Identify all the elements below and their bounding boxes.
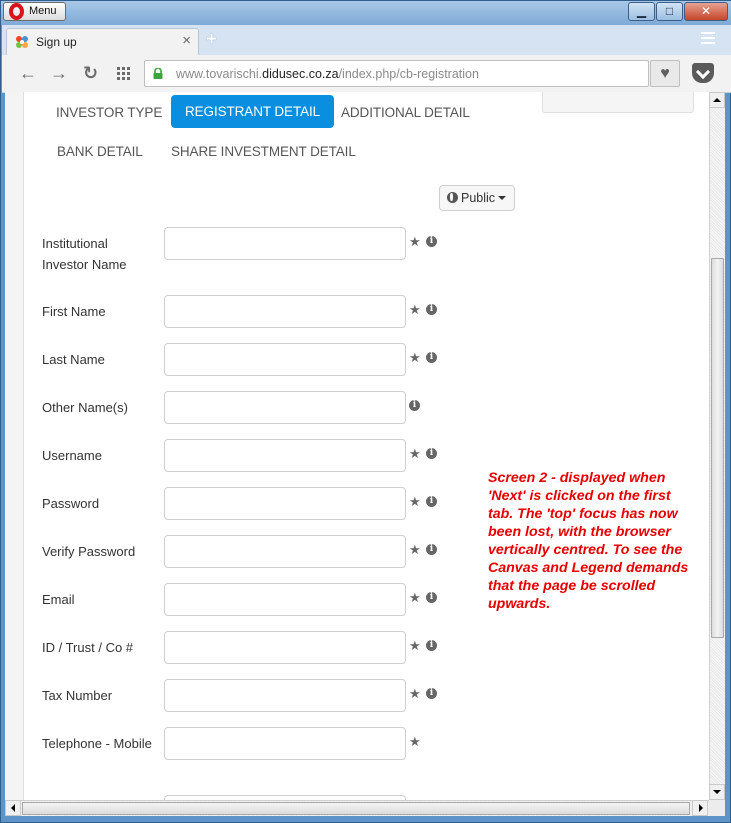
scroll-right-button[interactable]	[692, 800, 708, 816]
vertical-scrollbar[interactable]	[709, 92, 725, 800]
horizontal-scrollbar[interactable]	[5, 800, 709, 816]
opera-logo-icon	[9, 3, 24, 20]
required-star-icon: ★	[409, 734, 421, 749]
joomla-favicon-icon	[15, 35, 29, 49]
email-input[interactable]	[164, 583, 406, 616]
page-left-margin	[5, 92, 24, 800]
tab-registrant-detail[interactable]: REGISTRANT DETAIL	[171, 95, 334, 128]
menu-label: Menu	[29, 5, 57, 17]
info-icon[interactable]: i	[426, 304, 437, 315]
required-star-icon: ★	[409, 302, 421, 317]
required-star-icon: ★	[409, 590, 421, 605]
info-icon[interactable]: i	[426, 496, 437, 507]
back-button[interactable]: ←	[19, 63, 37, 83]
scroll-down-button[interactable]	[709, 784, 725, 800]
required-star-icon: ★	[409, 686, 421, 701]
url-text: www.tovarischi.didusec.co.za/index.php/cb-registration	[176, 67, 479, 81]
new-tab-button[interactable]: +	[206, 29, 218, 50]
telephone-mobile-input[interactable]	[164, 727, 406, 760]
info-icon[interactable]: i	[426, 544, 437, 555]
privacy-dropdown-button[interactable]	[439, 185, 515, 211]
page-content	[5, 92, 709, 800]
first-name-input[interactable]	[164, 295, 406, 328]
side-panel-edge	[542, 92, 694, 113]
field-label: Verify Password	[42, 544, 136, 559]
field-label: Email	[42, 592, 75, 607]
info-icon[interactable]: i	[426, 640, 437, 651]
info-icon[interactable]: i	[426, 236, 437, 247]
required-star-icon: ★	[409, 494, 421, 509]
tab-bank-detail[interactable]: BANK DETAIL	[57, 144, 143, 159]
tab-share-investment-detail[interactable]: SHARE INVESTMENT DETAIL	[171, 144, 356, 159]
scroll-up-button[interactable]	[709, 92, 725, 108]
pocket-icon[interactable]	[692, 63, 714, 83]
info-icon[interactable]: i	[426, 592, 437, 603]
privacy-label: Public	[461, 191, 496, 205]
field-label: Password	[42, 496, 100, 511]
reload-button[interactable]: ↻	[83, 63, 99, 83]
field-label: Username	[42, 448, 102, 463]
field-label: ID / Trust / Co #	[42, 640, 134, 655]
required-star-icon: ★	[409, 446, 421, 461]
username-input[interactable]	[164, 439, 406, 472]
scrollbar-corner	[709, 800, 725, 816]
restore-button[interactable]: □	[656, 2, 683, 21]
tab-strip	[2, 25, 731, 55]
tab-menu-icon[interactable]	[701, 32, 715, 47]
forward-button[interactable]: →	[50, 63, 68, 83]
info-icon[interactable]: i	[426, 448, 437, 459]
opera-menu-button[interactable]	[3, 2, 66, 21]
institutional-investor-name-input[interactable]	[164, 227, 406, 260]
field-label: Institutional Investor Name	[42, 236, 127, 272]
tab-close-icon[interactable]: ×	[182, 32, 191, 49]
caret-down-icon	[498, 196, 506, 200]
field-label: Last Name	[42, 352, 105, 367]
navigation-toolbar	[2, 55, 731, 93]
scroll-left-button[interactable]	[5, 800, 21, 816]
window-controls	[627, 2, 728, 22]
tab-investor-type[interactable]: INVESTOR TYPE	[56, 105, 163, 120]
verify-password-input[interactable]	[164, 535, 406, 568]
minimize-button[interactable]: ▁	[628, 2, 655, 21]
info-icon[interactable]: i	[426, 688, 437, 699]
tab-additional-detail[interactable]: ADDITIONAL DETAIL	[341, 105, 470, 120]
required-star-icon: ★	[409, 638, 421, 653]
bookmark-heart-icon[interactable]: ♥	[650, 60, 680, 87]
tab-sign-up[interactable]	[6, 28, 199, 55]
required-star-icon: ★	[409, 350, 421, 365]
title-bar	[1, 1, 731, 25]
annotation-note: Screen 2 - displayed when 'Next' is clicked on the first tab. The 'top' focus has now been lost, with the browser vertically centred. To see the Canvas and Legend demands that the page be scrolled upwards.	[488, 470, 689, 612]
address-bar[interactable]	[144, 60, 649, 87]
other-names-input[interactable]	[164, 391, 406, 424]
globe-icon	[447, 192, 458, 203]
required-star-icon: ★	[409, 234, 421, 249]
field-label: First Name	[42, 304, 106, 319]
password-input[interactable]	[164, 487, 406, 520]
lock-icon	[153, 68, 163, 79]
required-star-icon: ★	[409, 542, 421, 557]
field-label: Tax Number	[42, 688, 113, 703]
info-icon[interactable]: i	[426, 352, 437, 363]
horizontal-scroll-thumb[interactable]	[22, 802, 690, 815]
close-window-button[interactable]: ✕	[684, 2, 728, 21]
id-trust-co-input[interactable]	[164, 631, 406, 664]
field-label: Other Name(s)	[42, 400, 128, 415]
tab-title: Sign up	[36, 35, 77, 49]
vertical-scroll-thumb[interactable]	[711, 258, 724, 638]
info-icon[interactable]: i	[409, 400, 420, 411]
speed-dial-icon[interactable]	[117, 67, 130, 80]
field-label: Telephone - Mobile	[42, 736, 152, 751]
last-name-input[interactable]	[164, 343, 406, 376]
tax-number-input[interactable]	[164, 679, 406, 712]
